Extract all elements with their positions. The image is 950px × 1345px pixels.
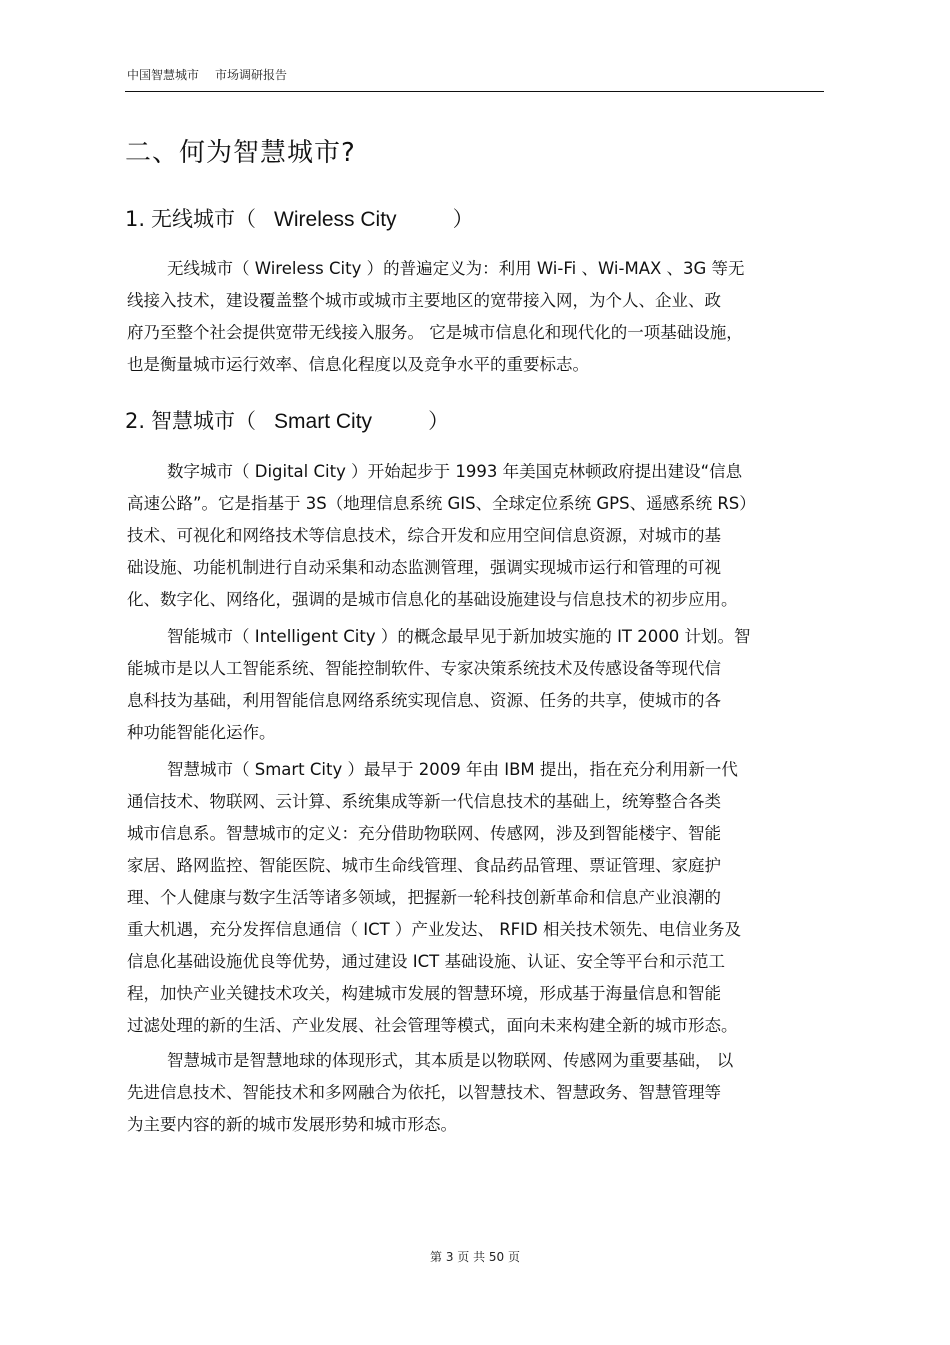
paragraph-line: 程，加快产业关键技术攻关，构建城市发展的智慧环境，形成基于海量信息和智能 [127,984,721,1003]
header-divider [125,91,824,92]
header-report-title: 中国智慧城市 [127,68,200,82]
paragraph-line: 先进信息技术、智能技术和多网融合为依托，以智慧技术、智慧政务、智慧管理等 [127,1083,721,1102]
paragraph-line: 智慧城市是智慧地球的体现形式，其本质是以物联网、传感网为重要基础， 以 [167,1051,734,1070]
paragraph-line: 智能城市（ Intelligent City ）的概念最早见于新加坡实施的 IT 2000 计划。智 [167,627,751,646]
paragraph-line: 为主要内容的新的城市发展形势和城市形态。 [127,1115,457,1134]
paragraph-line: 数字城市（ Digital City ）开始起步于 1993 年美国克林顿政府提出建设“信息 [167,462,743,481]
paragraph-line: 化、数字化、网络化，强调的是城市信息化的基础设施建设与信息技术的初步应用。 [127,590,738,609]
subsection-heading-smart-city [125,405,449,435]
subsection-cn: 无线城市（ [151,207,257,231]
paragraph-line: 通信技术、物联网、云计算、系统集成等新一代信息技术的基础上，统筹整合各类 [127,792,721,811]
section-title: 二、何为智慧城市? [125,138,356,168]
paragraph-line: 高速公路”。它是指基于 3S（地理信息系统 GIS、全球定位系统 GPS、遥感系统 RS） [127,494,756,513]
paragraph-line: 技术、可视化和网络技术等信息技术，综合开发和应用空间信息资源，对城市的基 [127,526,721,545]
paragraph-line: 线接入技术，建设覆盖整个城市或城市主要地区的宽带接入网，为个人、企业、政 [127,291,721,310]
paragraph-line: 智慧城市（ Smart City ）最早于 2009 年由 IBM 提出，指在充分利用新一代 [167,760,738,779]
subsection-close: ） [452,207,474,231]
paragraph-line: 信息化基础设施优良等优势，通过建设 ICT 基础设施、认证、安全等平台和示范工 [127,952,725,971]
subsection-cn: 智慧城市（ [151,409,257,433]
subsection-en: Wireless City [274,208,397,231]
paragraph-line: 理、个人健康与数字生活等诸多领域，把握新一轮科技创新革命和信息产业浪潮的 [127,888,721,907]
paragraph-line: 础设施、功能机制进行自动采集和动态监测管理，强调实现城市运行和管理的可视 [127,558,721,577]
paragraph-line: 重大机遇，充分发挥信息通信（ ICT ）产业发达、 RFID 相关技术领先、电信业务及 [127,920,741,939]
subsection-number: 2. [125,409,146,433]
subsection-heading-wireless-city [125,203,474,233]
paragraph-line: 府乃至整个社会提供宽带无线接入服务。 它是城市信息化和现代化的一项基础设施， [127,323,743,342]
paragraph-line: 无线城市（ Wireless City ）的普遍定义为：利用 Wi-Fi 、Wi-MAX 、3G 等无 [167,259,745,278]
header-report-subtitle: 市场调研报告 [215,68,288,82]
page-header [127,66,824,83]
paragraph-line: 过滤处理的新的生活、产业发展、社会管理等模式，面向未来构建全新的城市形态。 [127,1016,738,1035]
paragraph-line: 城市信息系。智慧城市的定义：充分借助物联网、传感网，涉及到智能楼宇、智能 [127,824,721,843]
subsection-en: Smart City [274,410,373,433]
subsection-close: ） [428,409,450,433]
paragraph-line: 能城市是以人工智能系统、智能控制软件、专家决策系统技术及传感设备等现代信 [127,659,721,678]
paragraph-line: 也是衡量城市运行效率、信息化程度以及竞争水平的重要标志。 [127,355,589,374]
paragraph-line: 家居、路网监控、智能医院、城市生命线管理、食品药品管理、票证管理、家庭护 [127,856,721,875]
paragraph-line: 种功能智能化运作。 [127,723,276,742]
page-number-footer: 第 3 页 共 50 页 [430,1250,520,1264]
paragraph-line: 息科技为基础，利用智能信息网络系统实现信息、资源、任务的共享，使城市的各 [127,691,721,710]
subsection-number: 1. [125,207,146,231]
